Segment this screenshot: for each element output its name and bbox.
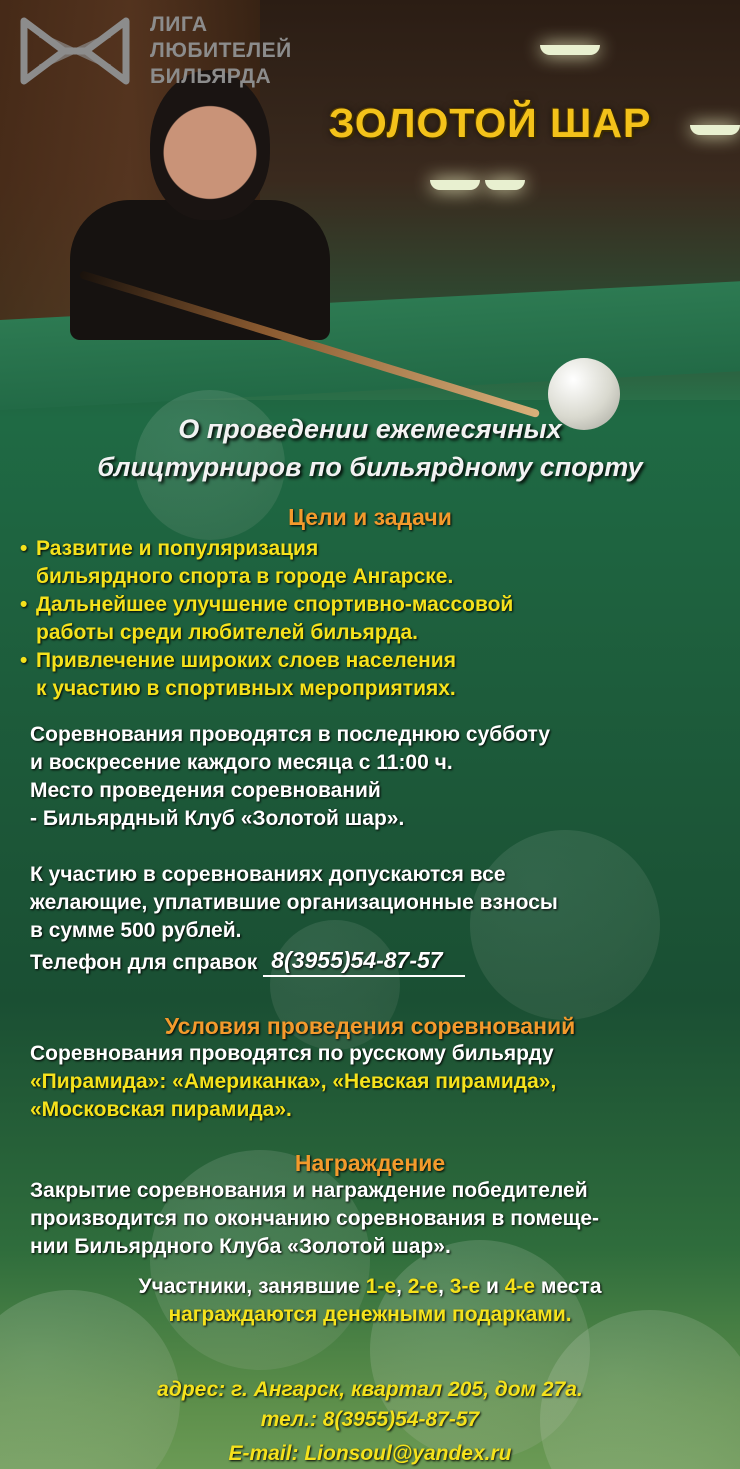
places-and: и [480, 1275, 505, 1298]
goal-line: Привлечение широких слоев населения [36, 649, 456, 672]
goal-line: к участию в спортивных мероприятиях. [36, 677, 456, 700]
list-item [20, 591, 740, 647]
poster-content [0, 410, 740, 1469]
schedule-text [0, 721, 740, 833]
phone-number[interactable]: 8(3955)54-87-57 [263, 945, 464, 977]
place: 1-е [365, 1275, 397, 1298]
logo-line: ЛИГА [150, 13, 208, 36]
awards-line: Закрытие соревнования и награждение победителей [30, 1179, 588, 1202]
goal-line: работы среди любителей бильярда. [36, 621, 418, 644]
league-logo [20, 12, 292, 90]
schedule-line: и воскресение каждого месяца с 11:00 ч. [30, 751, 453, 774]
places-prefix: Участники, занявшие [138, 1275, 366, 1298]
conditions-intro: Соревнования проводятся по русскому бильярду [30, 1042, 554, 1065]
contact-email[interactable]: E-mail: Lionsoul@yandex.ru [228, 1442, 512, 1465]
places-text [0, 1273, 740, 1329]
admission-line: в сумме 500 рублей. [30, 919, 242, 942]
conditions-title: Условия проведения соревнований [164, 1013, 576, 1039]
game-types: «Пирамида»: «Американка», «Невская пирамида», [30, 1070, 557, 1093]
heading-line: О проведении ежемесячных [178, 414, 562, 444]
player-body [70, 200, 330, 340]
goal-line: Развитие и популяризация [36, 537, 319, 560]
phone-line [0, 945, 740, 977]
phone-label: Телефон для справок [30, 951, 258, 974]
admission-line: К участию в соревнованиях допускаются все [30, 863, 506, 886]
conditions-text [0, 1040, 740, 1124]
goals-title: Цели и задачи [288, 504, 452, 530]
goals-list [0, 535, 740, 703]
admission-line: желающие, уплатившие организационные взносы [30, 891, 558, 914]
lamp-light [430, 180, 480, 190]
list-item [20, 535, 740, 591]
admission-text [0, 861, 740, 945]
places-sep: , [438, 1275, 450, 1298]
game-types: «Московская пирамида». [30, 1098, 292, 1121]
places-sep: , [396, 1275, 408, 1298]
awards-line: нии Бильярдного Клуба «Золотой шар». [30, 1235, 451, 1258]
lamp-light [485, 180, 525, 190]
contact-address: адрес: г. Ангарск, квартал 205, дом 27а. [157, 1378, 583, 1401]
schedule-line: Место проведения соревнований [30, 779, 381, 802]
awards-line: производится по окончанию соревнования в помеще- [30, 1207, 600, 1230]
place: 4-е [504, 1275, 536, 1298]
goal-line: бильярдного спорта в городе Ангарске. [36, 565, 454, 588]
goal-line: Дальнейшее улучшение спортивно-массовой [36, 593, 514, 616]
contact-phone[interactable]: тел.: 8(3955)54-87-57 [260, 1408, 480, 1431]
places-suffix: места [535, 1275, 602, 1298]
logo-line: БИЛЬЯРДА [150, 65, 272, 88]
list-item [20, 647, 740, 703]
awards-title: Награждение [294, 1150, 446, 1176]
brand-title: ЗОЛОТОЙ ШАР [328, 100, 652, 146]
heading-line: блицтурниров по бильярдному спорту [97, 452, 643, 482]
lamp-light [540, 45, 600, 55]
logo-text [150, 12, 292, 90]
awards-text [0, 1177, 740, 1261]
logo-line: ЛЮБИТЕЛЕЙ [150, 39, 292, 62]
main-heading [0, 410, 740, 486]
place: 2-е [407, 1275, 439, 1298]
bowtie-logo-icon [20, 15, 130, 87]
place: 3-е [449, 1275, 481, 1298]
prize-text: награждаются денежными подарками. [168, 1303, 572, 1326]
schedule-line: Соревнования проводятся в последнюю субботу [30, 723, 551, 746]
schedule-line: - Бильярдный Клуб «Золотой шар». [30, 807, 405, 830]
